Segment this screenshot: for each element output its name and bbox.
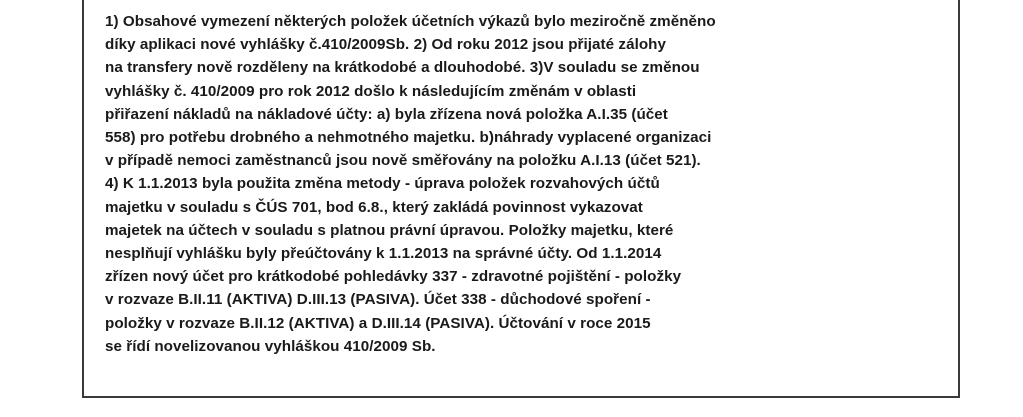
- text-line: 1) Obsahové vymezení některých položek účetních výkazů bylo meziročně změněno: [105, 13, 716, 30]
- text-line: majetku v souladu s ČÚS 701, bod 6.8., který zakládá povinnost vykazovat: [105, 198, 643, 216]
- text-line: díky aplikaci nové vyhlášky č.410/2009Sb. 2) Od roku 2012 jsou přijaté zálohy: [105, 36, 666, 54]
- accounting-note-text: [105, 10, 825, 358]
- text-line: v případě nemoci zaměstnanců jsou nově směřovány na položku A.I.13 (účet 521).: [105, 152, 701, 170]
- text-line: položky v rozvaze B.II.12 (AKTIVA) a D.III.14 (PASIVA). Účtování v roce 2015: [105, 314, 651, 332]
- text-line: 4) K 1.1.2013 byla použita změna metody - úprava položek rozvahových účtů: [105, 175, 660, 193]
- text-line: na transfery nově rozděleny na krátkodobé a dlouhodobé. 3)V souladu se změnou: [105, 59, 700, 77]
- text-line: se řídí novelizovanou vyhláškou 410/2009 Sb.: [105, 337, 436, 355]
- text-line: přiřazení nákladů na nákladové účty: a) byla zřízena nová položka A.I.35 (účet: [105, 105, 668, 123]
- text-line: 558) pro potřebu drobného a nehmotného majetku. b)náhrady vyplacené organizaci: [105, 129, 712, 147]
- text-line: zřízen nový účet pro krátkodobé pohledávky 337 - zdravotné pojištění - položky: [105, 268, 682, 286]
- text-line: nesplňují vyhlášku byly přeúčtovány k 1.1.2013 na správné účty. Od 1.1.2014: [105, 245, 662, 263]
- text-line: vyhlášky č. 410/2009 pro rok 2012 došlo k následujícím změnám v oblasti: [105, 82, 637, 100]
- text-line: majetek na účtech v souladu s platnou právní úpravou. Položky majetku, které: [105, 221, 674, 239]
- text-line: v rozvaze B.II.11 (AKTIVA) D.III.13 (PASIVA). Účet 338 - důchodové spoření -: [105, 291, 651, 309]
